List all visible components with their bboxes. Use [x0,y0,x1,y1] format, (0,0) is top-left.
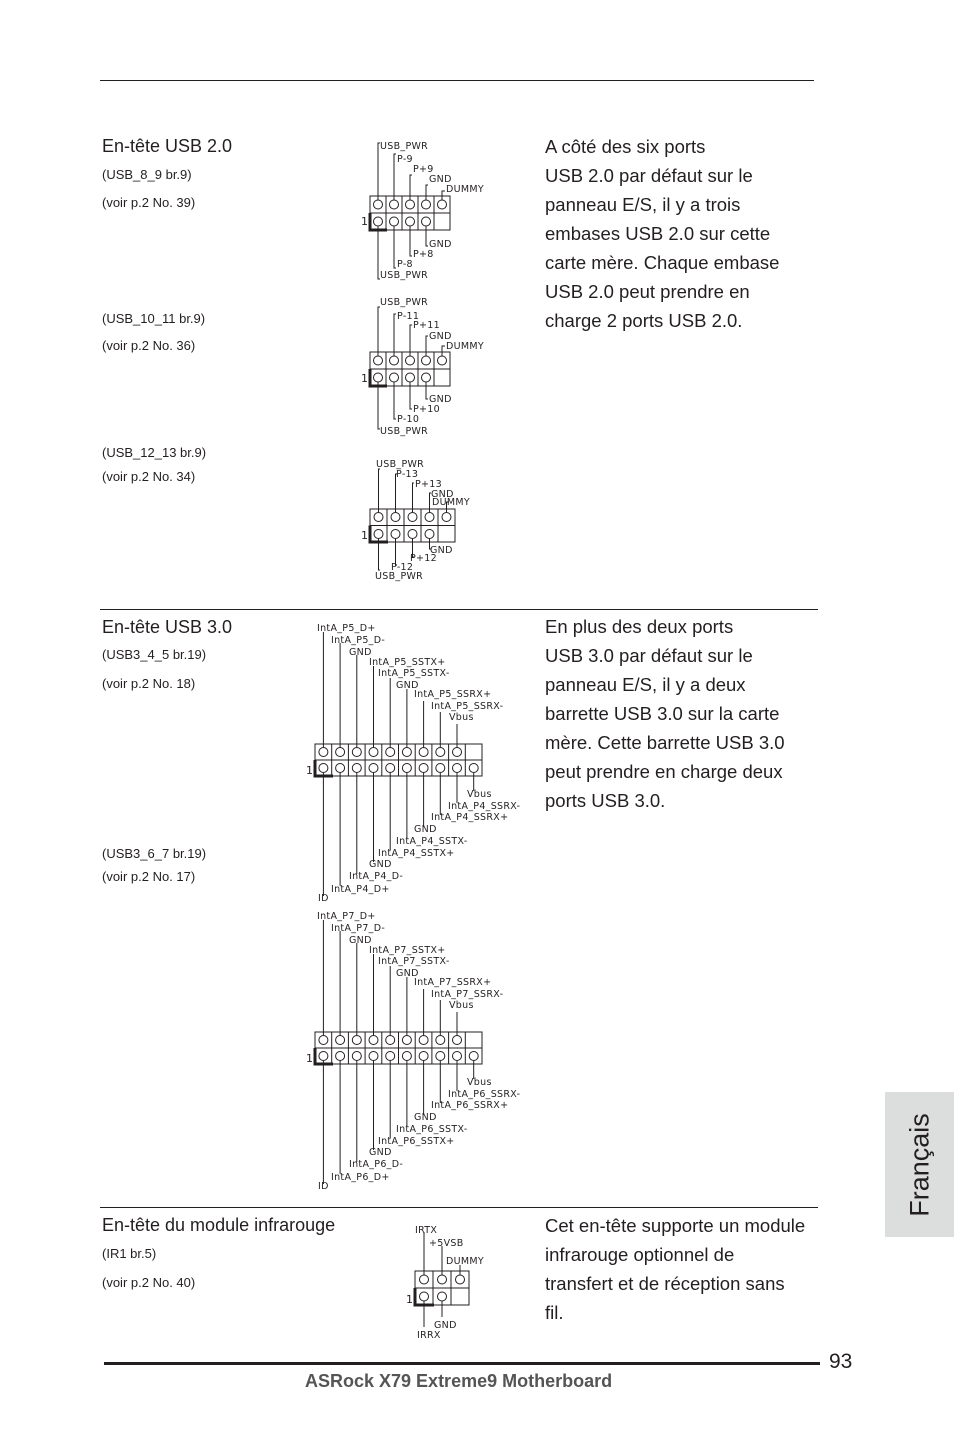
pin-label: GND [349,935,372,946]
usb2-desc-line: USB 2.0 peut prendre en [545,281,750,302]
usb2-header-1-ref: (voir p.2 No. 39) [102,195,196,210]
pin-label: P+12 [410,553,437,564]
usb3-title: En-tête USB 3.0 [102,617,233,637]
usb3-header-2-name: (USB3_6_7 br.19) [102,846,207,861]
pin-label: IRTX [415,1225,438,1236]
pin-label: P+8 [413,249,434,260]
usb3-header-1-ref: (voir p.2 No. 18) [102,676,196,691]
pin-label: P-13 [396,469,419,480]
usb2-title: En-tête USB 2.0 [102,136,233,156]
pin-label: GND [396,680,419,691]
pin-label: GND [396,968,419,979]
pin-label: ID [318,893,329,904]
usb2-header-3-ref: (voir p.2 No. 34) [102,469,196,484]
pin-label: GND [430,545,453,556]
pin-label: Vbus [467,1077,492,1088]
pin-label: IntA_P4_SSRX- [448,801,521,812]
pin-label: IntA_P7_SSRX- [431,989,504,1000]
pin-label: IntA_P4_SSRX+ [431,812,509,823]
ir-desc-line: transfert et de réception sans [545,1273,785,1294]
section-divider [100,609,818,610]
usb2-header-1-name: (USB_8_9 br.9) [102,167,192,182]
language-tab [885,1092,954,1237]
usb2-desc-line: carte mère. Chaque embase [545,252,780,273]
pin-1-label: 1 [306,1052,314,1065]
footer-label: ASRock X79 Extreme9 Motherboard [305,1371,613,1391]
pin-label: IntA_P6_D+ [331,1172,390,1183]
pin-label: IntA_P4_D+ [331,884,390,895]
pin-1-label: 1 [306,764,314,777]
usb3-desc-line: barrette USB 3.0 sur la carte [545,703,780,724]
pin-label: IRRX [417,1330,441,1341]
ir-title: En-tête du module infrarouge [102,1215,336,1235]
pin-label: IntA_P5_SSTX+ [369,657,446,668]
usb2-desc-line: A côté des six ports [545,136,706,157]
language-tab-label: Français [904,1112,934,1217]
ir-header-diagram [405,1220,505,1345]
pin-1-label: 1 [361,529,369,542]
pin-label: GND [429,174,452,185]
pin-label: USB_PWR [376,459,425,470]
pin-label: GND [434,1320,457,1331]
pin-label: USB_PWR [380,270,429,281]
section-divider [100,1207,818,1208]
pin-label: GND [414,1112,437,1123]
pin-label: IntA_P5_SSTX- [378,668,450,679]
pin-label: P+11 [413,320,440,331]
pin-label: P+13 [415,479,442,490]
pin-label: DUMMY [446,1256,484,1267]
pin-label: IntA_P6_D- [349,1159,404,1170]
usb2-desc-line: USB 2.0 par défaut sur le [545,165,753,186]
pin-label: IntA_P7_D- [331,923,386,934]
pin-label: GND [429,239,452,250]
ir-desc-line: Cet en-tête supporte un module [545,1215,806,1236]
usb3-desc-line: mère. Cette barrette USB 3.0 [545,732,785,753]
pin-label: GND [429,331,452,342]
pin-label: IntA_P7_SSTX- [378,956,450,967]
page-number: 93 [829,1350,853,1373]
pin-1-label: 1 [361,372,369,385]
usb3-desc-line: peut prendre en charge deux [545,761,783,782]
pin-label: GND [429,394,452,405]
usb2-description [545,132,779,335]
pin-label: IntA_P5_D- [331,635,386,646]
pin-label: DUMMY [446,341,484,352]
pin-label: IntA_P6_SSTX- [396,1124,468,1135]
pin-label: DUMMY [446,184,484,195]
usb3-description [545,612,785,815]
usb2-desc-line: embases USB 2.0 sur cette [545,223,771,244]
pin-label: IntA_P4_D- [349,871,404,882]
pin-label: P-10 [397,414,420,425]
pin-label: GND [369,859,392,870]
pin-label: IntA_P7_D+ [317,911,376,922]
pin-label: GND [431,489,454,500]
pin-label: IntA_P5_SSRX+ [414,689,492,700]
pin-label: ID [318,1181,329,1192]
pin-label: IntA_P6_SSRX+ [431,1100,509,1111]
pin-label: IntA_P7_SSRX+ [414,977,492,988]
usb3-desc-line: USB 3.0 par défaut sur le [545,645,753,666]
top-rule [100,80,814,81]
usb3-desc-line: ports USB 3.0. [545,790,666,811]
ir-description [545,1211,805,1327]
pin-1-label: 1 [361,215,369,228]
pin-label: GND [349,647,372,658]
usb2-desc-line: charge 2 ports USB 2.0. [545,310,743,331]
usb3-desc-line: En plus des deux ports [545,616,734,637]
usb2-desc-line: panneau E/S, il y a trois [545,194,741,215]
pin-1-label: 1 [406,1293,414,1306]
ir-header-ref: (voir p.2 No. 40) [102,1275,196,1290]
usb3-header-1-name: (USB3_4_5 br.19) [102,647,207,662]
usb2-header-2-ref: (voir p.2 No. 36) [102,338,196,353]
pin-label: IntA_P4_SSTX- [396,836,468,847]
ir-desc-line: fil. [545,1302,564,1323]
usb3-header-diagram-2 [305,908,535,1193]
pin-label: USB_PWR [380,426,429,437]
pin-label: GND [369,1147,392,1158]
usb3-header-diagram-1 [305,620,535,905]
usb2-header-3-name: (USB_12_13 br.9) [102,445,207,460]
pin-label: GND [414,824,437,835]
pin-label: DUMMY [432,497,470,508]
usb2-header-diagram-3 [355,452,505,592]
pin-label: Vbus [467,789,492,800]
pin-label: IntA_P5_D+ [317,623,376,634]
pin-label: USB_PWR [375,571,424,582]
usb2-header-diagram-2 [355,294,505,444]
usb3-desc-line: panneau E/S, il y a deux [545,674,746,695]
pin-label: IntA_P6_SSRX- [448,1089,521,1100]
pin-label: USB_PWR [380,141,429,152]
usb2-header-diagram-1 [355,138,505,288]
pin-label: +5VSB [429,1238,464,1249]
pin-label: Vbus [449,712,474,723]
pin-label: IntA_P5_SSRX- [431,701,504,712]
pin-label: P-9 [397,154,413,165]
pin-label: IntA_P7_SSTX+ [369,945,446,956]
usb2-header-2-name: (USB_10_11 br.9) [102,311,206,326]
pin-label: IntA_P6_SSTX+ [378,1136,455,1147]
pin-label: P+10 [413,404,440,415]
usb3-header-2-ref: (voir p.2 No. 17) [102,869,196,884]
pin-label: IntA_P4_SSTX+ [378,848,455,859]
pin-label: P-8 [397,259,413,270]
ir-header-name: (IR1 br.5) [102,1246,157,1261]
pin-label: Vbus [449,1000,474,1011]
ir-desc-line: infrarouge optionnel de [545,1244,735,1265]
pin-label: P-11 [397,311,420,322]
pin-label: P+9 [413,164,434,175]
pin-label: USB_PWR [380,297,429,308]
pin-label: P-12 [391,562,414,573]
footer-bar [104,1362,820,1365]
